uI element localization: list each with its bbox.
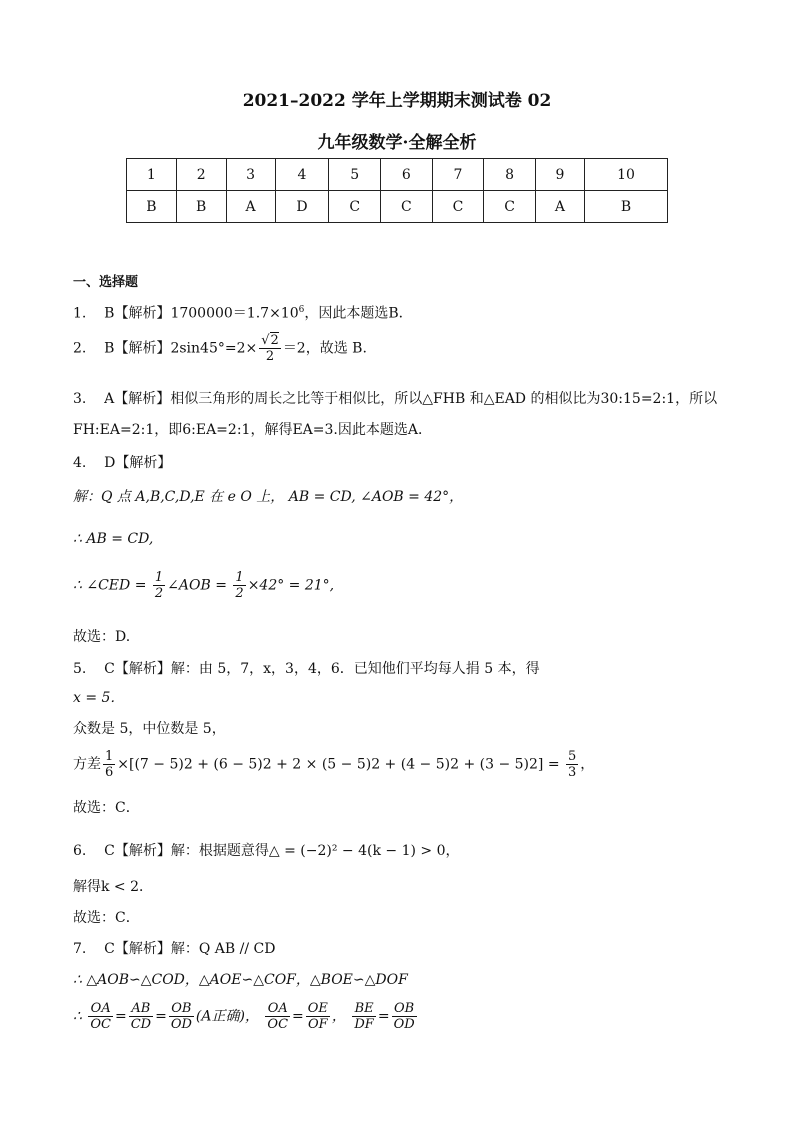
solution-line: ∴ △AOB∽△COD，△AOE∽△COF，△BOE∽△DOF [73,972,408,988]
fraction [352,1002,375,1031]
table-cell: C [432,191,484,223]
fraction-denominator: CD [130,1017,152,1032]
table-cell: B [584,191,667,223]
table-cell: C [484,191,536,223]
table-cell: 8 [484,159,536,191]
fraction [88,1002,113,1031]
fraction-numerator: OA [265,1002,290,1017]
fraction [153,571,165,600]
section-heading: 一、选择题 [73,275,139,290]
table-cell: A [226,191,275,223]
fraction [103,750,115,779]
table-cell: 7 [432,159,484,191]
answer-item-2 [73,334,367,363]
solution-line: 故选：C． [73,910,140,926]
fraction-numerator: OB [169,1002,194,1017]
table-cell: B [176,191,226,223]
fraction-numerator: 1 [154,570,164,585]
fraction-numerator: 5 [568,749,577,764]
item-text: ＝2，故选 B. [282,340,367,357]
math-text: ∴ [73,1008,82,1025]
item-number: 5. [73,661,87,677]
solution-line: 解：Q 点 A,B,C,D,E 在 e O 上， AB = CD, ∠AOB = 42°， [73,489,464,505]
table-cell: B [127,191,177,223]
math-text: 方差 [73,756,101,773]
item-text: ，因此本题选B． [304,305,413,322]
fraction-denominator: OD [393,1017,415,1032]
fraction-numerator: 1 [105,749,114,764]
answer-table-number-row [127,159,668,191]
solution-line: 故选：C． [73,800,140,816]
item-number: 2. [73,340,87,357]
item-text: A【解析】相似三角形的周长之比等于相似比，所以△FHB 和△EAD 的相似比为30:15=2:1，所以 [104,391,718,407]
fraction [392,1002,417,1031]
fraction [233,571,245,600]
answer-item-3 [73,392,717,406]
page-subtitle: 九年级数学·全解全析 [317,133,477,153]
fraction [566,750,578,779]
item-text: B【解析】1700000＝1.7×10 [104,305,299,322]
math-text: (A正确)， [195,1008,259,1025]
fraction-numerator: OB [392,1002,417,1017]
fraction [129,1002,153,1031]
solution-line: 故选：D. [73,629,131,645]
fraction-denominator: OC [90,1017,111,1032]
answer-item-6 [73,844,459,858]
item-number: 4. [73,455,87,471]
item-text: C【解析】解：Q AB // CD [104,941,276,957]
answer-item-7 [73,942,275,956]
table-cell: 3 [226,159,275,191]
fraction-denominator: 6 [105,765,114,780]
solution-line: ∴ $\frac{OA}{OC}$ = $\frac{AB}{CD}$ = $\frac{OB}{OD}$ (A正确)， $\frac{OA}{OC}$ = $\frac{OE}{OF}$ ， $\frac{BE}{DF}$ = $\frac{OB}{OD}$ [73,1001,415,1032]
solution-line [73,750,594,779]
fraction-numerator: 1 [235,570,244,585]
fraction-numerator: OE [307,1001,328,1016]
table-cell: 6 [381,159,433,191]
answer-item-3-cont: FH:EA=2:1，即6:EA=2:1，解得EA=3.因此本题选A． [73,422,432,438]
table-cell: C [329,191,381,223]
item-text: C【解析】解：根据题意得△ = (−2)² − 4(k − 1) > 0， [104,843,460,859]
fraction-denominator: OD [170,1017,192,1032]
table-cell: 9 [535,159,584,191]
table-cell: C [381,191,433,223]
solution-line: 解得k < 2． [73,879,154,895]
page-title: 2021–2022 学年上学期期末测试卷 02 [242,91,552,111]
item-text: B【解析】2sin45°=2× [104,340,258,357]
math-text: ， [580,756,595,773]
math-text: ×42° = 21°, [247,577,335,594]
table-cell: 5 [329,159,381,191]
answer-table [126,158,668,223]
item-number: 3. [73,391,87,407]
answer-item-4 [73,456,171,470]
fraction-denominator: 2 [265,349,275,364]
table-cell: D [275,191,329,223]
item-number: 6. [73,843,87,859]
answer-item-5 [73,662,540,676]
fraction-denominator: OC [267,1017,289,1032]
solution-line: x = 5． [73,690,125,706]
fraction-numerator: BE [352,1002,375,1017]
exponent: 6 [298,305,305,315]
item-number: 7. [73,941,87,957]
fraction [169,1002,194,1031]
table-cell: A [535,191,584,223]
solution-line: ∴ AB = CD, [73,531,154,547]
fraction-denominator: 3 [568,765,577,780]
math-text: ×[(7 − 5)2 + (6 − 5)2 + 2 × (5 − 5)2 + (4 − 5)2 + (3 − 5)2] = [117,756,565,773]
solution-line [73,571,334,600]
item-number: 1. [73,305,87,322]
table-cell: 4 [275,159,329,191]
fraction-denominator: OF [308,1017,328,1032]
item-text: C【解析】解：由 5，7，x，3，4，6．已知他们平均每人捐 5 本，得 [104,661,540,677]
answer-table-answer-row [127,191,668,223]
solution-line: 众数是 5，中位数是 5， [73,721,226,737]
fraction-denominator: 2 [154,586,164,601]
fraction [265,1002,290,1031]
fraction: $\frac{√2}{2}$ [261,333,279,364]
fraction-denominator: 2 [235,586,244,601]
table-cell: 2 [176,159,226,191]
sqrt-radicand: 2 [270,333,279,348]
table-cell: 10 [584,159,667,191]
fraction [306,1002,330,1031]
table-cell: 1 [127,159,177,191]
fraction-denominator: DF [354,1017,374,1032]
fraction-numerator: AB [129,1002,153,1017]
math-text: ∠AOB = [167,577,232,594]
item-text: D【解析】 [104,455,172,471]
fraction-numerator: OA [88,1002,113,1017]
answer-item-1 [73,306,413,321]
math-text: ∴ ∠CED = [73,577,151,594]
